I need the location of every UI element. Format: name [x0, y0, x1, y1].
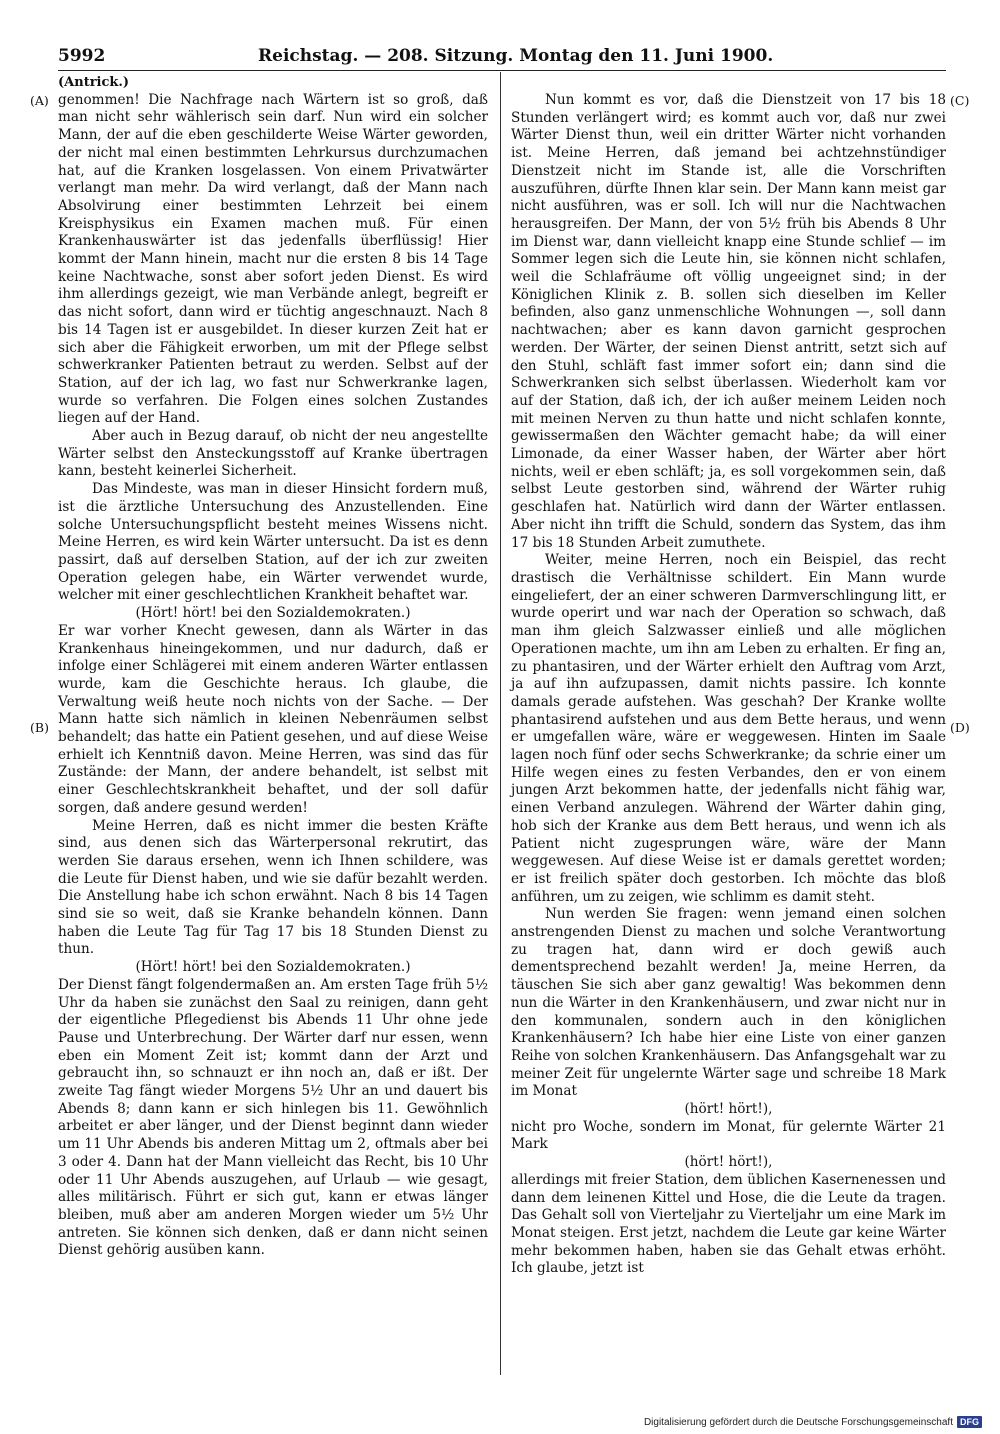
paragraph: genommen! Die Nachfrage nach Wärtern ist so groß, daß man nicht sehr wählerisch sein darf. Nun wird ein solcher Mann, der auf die eben geschilderte Weise Wärter geworden, der nicht mal einen bestimmten Lehrkursus durchzumachen hat, auf die Kranken losgelassen. Von einem Privatwärter verlangt man mehr. Da wird verlangt, daß der Mann nach Absolvirung einer bestimmten Lehrzeit bei einem Kreisphysikus ein Examen machen muß. Für einen Krankenhauswärter ist das jedenfalls überflüssig! Hier kommt der Mann hinein, macht nur die ersten 8 bis 14 Tage keine Nachtwache, sonst aber sofort jeden Dienst. Es wird ihm allerdings gezeigt, wie man Verbände anlegt, begreift er das nicht sofort, dann wird er tüchtig angeschnauzt. Nach 8 bis 14 Tagen ist er ausgebildet. In dieser kurzen Zeit hat er sich aber die Fähigkeit erworben, um mit der Pflege selbst schwerkranker Patienten betraut zu werden. Selbst auf der Station, auf der ich lag, wo fast nur Schwerkranke lagen, wurde so verfahren. Die Folgen eines solchen Zustandes liegen auf der Hand. [58, 91, 488, 427]
paragraph: Nun werden Sie fragen: wenn jemand einen solchen anstrengenden Dienst zu machen und solche Verantwortung zu tragen hat, dann wird er doch gewiß auch dementsprechend bezahlt werden! Ja, meine Herren, da täuschen Sie sich aber ganz gewaltig! Was bekommen denn nun die Wärter in den Krankenhäusern, und zwar nicht nur in den kommunalen, sondern auch in den königlichen Krankenhäusern? Ich habe hier eine Liste von einer ganzen Reihe von solchen Krankenhäusern. Das Anfangsgehalt war zu meiner Zeit für ungelernte Wärter sage und schreibe 18 Mark im Monat [511, 906, 946, 1100]
left-column [58, 74, 488, 1260]
paragraph: Er war vorher Knecht gewesen, dann als Wärter in das Krankenhaus hineingekommen, und nur dadurch, daß er infolge einer Schlägerei mit einem anderen Wärter entlassen wurde, kam die Geschichte heraus. Ich glaube, die Verwaltung weiß heute noch nichts von der Sache. — Der Mann hatte sich nämlich in kleinen Nebenräumen selbst behandelt; das hatte ein Patient gesehen, und auf diese Weise erhielt ich Kenntniß davon. Meine Herren, was sind das für Zustände: der Mann, der andere behandelt, ist selbst mit einer Geschlechtskrankheit behaftet, und der soll dafür sorgen, daß andere gesund werden! [58, 622, 488, 816]
margin-marker-b: (B) [30, 720, 49, 735]
column-divider [500, 72, 501, 1375]
right-column [511, 74, 946, 1278]
header-rule [58, 70, 946, 71]
paragraph: Das Mindeste, was man in dieser Hinsicht fordern muß, ist die ärztliche Untersuchung des Anzustellenden. Eine solche Untersuchungspflicht besteht meines Wissens nicht. Meine Herren, es wird kein Wärter untersucht. Da ist es denn passirt, daß auf derselben Station, auf der ich zur zweiten Operation gelegen habe, ein Wärter verwendet wurde, welcher mit einer geschlechtlichen Krankheit behaftet war. [58, 481, 488, 604]
paragraph: Weiter, meine Herren, noch ein Beispiel, das recht drastisch die Verhältnisse schildert. Ein Mann wurde eingeliefert, der an einer schweren Darmverschlingung litt, er wurde operirt und war nach der Operation so schwach, daß man ihm gleich Salzwasser einließ und alle möglichen Operationen machte, um ihn am Leben zu erhalten. Er fing an, zu phantasiren, und der Wärter erhielt den Auftrag vom Arzt, ja auf ihn aufzupassen, damit nichts passire. Ich konnte damals gerade aufstehen. Was geschah? Der Kranke wollte phantasirend aufstehen und aus dem Bette heraus, und wenn er umgefallen wäre, wäre er weggewesen. Hinten im Saale lagen noch fünf oder sechs Schwerkranke; da schrie einer um Hilfe wegen eines zu festen Verbandes, den er von einem jungen Arzt bekommen hatte, der jedenfalls nicht fähig war, einen Verband anzulegen. Während der Wärter dahin ging, hob sich der Kranke aus dem Bett heraus, und wenn ich als Patient nicht zugesprungen wäre, wäre der Mann weggewesen. Auf diese Weise ist er damals gerettet worden; er ist freilich später doch gestorben. Ich möchte das bloß anführen, um zu zeigen, wie schlimm es damit steht. [511, 552, 946, 905]
paragraph: Aber auch in Bezug darauf, ob nicht der neu angestellte Wärter selbst den Ansteckungsstoff auf Kranke übertragen kann, besteht keinerlei Sicherheit. [58, 428, 488, 480]
digitization-credit [644, 1416, 982, 1428]
interjection: (Hört! hört! bei den Sozialdemokraten.) [135, 605, 411, 622]
credit-text: Digitalisierung gefördert durch die Deutsche Forschungsgemeinschaft [643, 1416, 953, 1428]
page-number: 5992 [58, 46, 106, 66]
page-header [58, 46, 946, 68]
margin-marker-a: (A) [30, 93, 49, 108]
paragraph: allerdings mit freier Station, dem üblichen Kasernenessen und dann dem leinenen Kittel und Hose, die die Leute da tragen. Das Gehalt soll von Vierteljahr zu Vierteljahr um eine Mark im Monat steigen. Erst jetzt, nachdem die Leute gar keine Wärter mehr bekommen haben, haben sie das Gehalt etwas erhöht. Ich glaube, jetzt ist [511, 1171, 946, 1277]
margin-marker-d: (D) [950, 720, 970, 735]
paragraph: Meine Herren, daß es nicht immer die besten Kräfte sind, aus denen sich das Wärterpersonal rekrutirt, das werden Sie daraus ersehen, wenn ich Ihnen schildere, was die Leute für Dienst haben, und wie sie dafür bezahlt werden. Die Anstellung habe ich schon erwähnt. Nach 8 bis 14 Tagen sind sie so weit, daß sie Kranke behandeln können. Dann haben die Leute Tag für Tag 17 bis 18 Stunden Dienst zu thun. [58, 817, 488, 958]
margin-marker-c: (C) [950, 93, 970, 108]
interjection: (hört! hört!), [684, 1101, 773, 1118]
interjection: (hört! hört!), [684, 1154, 773, 1171]
interjection: (Hört! hört! bei den Sozialdemokraten.) [135, 959, 411, 976]
dfg-logo: DFG [957, 1416, 982, 1428]
running-title: Reichstag. — 208. Sitzung. Montag den 11. Juni 1900. [258, 46, 774, 66]
paragraph: Der Dienst fängt folgendermaßen an. Am ersten Tage früh 5½ Uhr da haben sie zunächst den Saal zu reinigen, dann geht der eigentliche Pflegedienst bis Abends 11 Uhr ohne jede Pause und Unterbrechung. Der Wärter darf nur essen, wenn eben ein Moment Zeit ist; kommt dann der Arzt und gebraucht ihn, so schnauzt er ihn noch an, daß er ißt. Der zweite Tag fängt wieder Morgens 5½ Uhr an und dauert bis Abends 8; dann kann er sich hinlegen bis 11. Gewöhnlich arbeitet er aber länger, und der Dienst beginnt dann wieder um 11 Uhr Abends bis anderen Mittag um 2, oftmals aber bei 3 oder 4. Dann hat der Mann vielleicht das Recht, bis 10 Uhr oder 11 Uhr Abends auszugehen, auf Urlaub — wie gesagt, alles militärisch. Führt er sich gut, kann er etwas länger bleiben, muß aber am anderen Morgen wieder um 5½ Uhr antreten. Sie können sich denken, daß er dann nicht seinen Dienst gehörig ausüben kann. [58, 976, 488, 1259]
speaker-label: (Antrick.) [58, 75, 130, 90]
paragraph: nicht pro Woche, sondern im Monat, für gelernte Wärter 21 Mark [511, 1118, 946, 1153]
paragraph: Nun kommt es vor, daß die Dienstzeit von 17 bis 18 Stunden verlängert wird; es kommt auch vor, daß nur zwei Wärter Dienst thun, weil ein dritter Wärter nicht vorhanden ist. Meine Herren, daß jemand bei achtzehnstündiger Dienstzeit nicht im Stande ist, alle die Vorschriften auszuführen, dürfte Ihnen klar sein. Der Mann kann meist gar nicht ausführen, was er soll. Ich will nur die Nachtwachen herausgreifen. Der Mann, der von 5½ früh bis Abends 8 Uhr im Dienst war, dann vielleicht knapp eine Stunde schlief — im Sommer legen sich die Leute hin, sie können nicht schlafen, weil die Schlafräume oft völlig ungeeignet sind; in der Königlichen Klinik z. B. sollen sich dieselben im Keller befinden, also ganz unmenschliche Wohnungen —, soll dann nachtwachen; aber es kann davon garnicht gesprochen werden. Der Wärter, der seinen Dienst antritt, setzt sich auf den Stuhl, schläft fast immer sofort ein; dann sind die Schwerkranken sich selbst überlassen. Wiederholt kam vor auf der Station, daß ich, der ich außer meinem Leiden noch mit meinen Nerven zu thun hatte und nicht schlafen konnte, gewissermaßen den Wächter gemacht habe; da will einer Limonade, da einer Wasser haben, der Wärter aber hört nichts, weil er eben schläft; ja, es soll vorgekommen sein, daß selbst Leute gestorben sind, während der Wärter ruhig geschlafen hat. Natürlich wird dann der Wärter entlassen. Aber nicht ihn trifft die Schuld, sondern das System, das ihm 17 bis 18 Stunden Arbeit zumuthete. [511, 92, 946, 551]
